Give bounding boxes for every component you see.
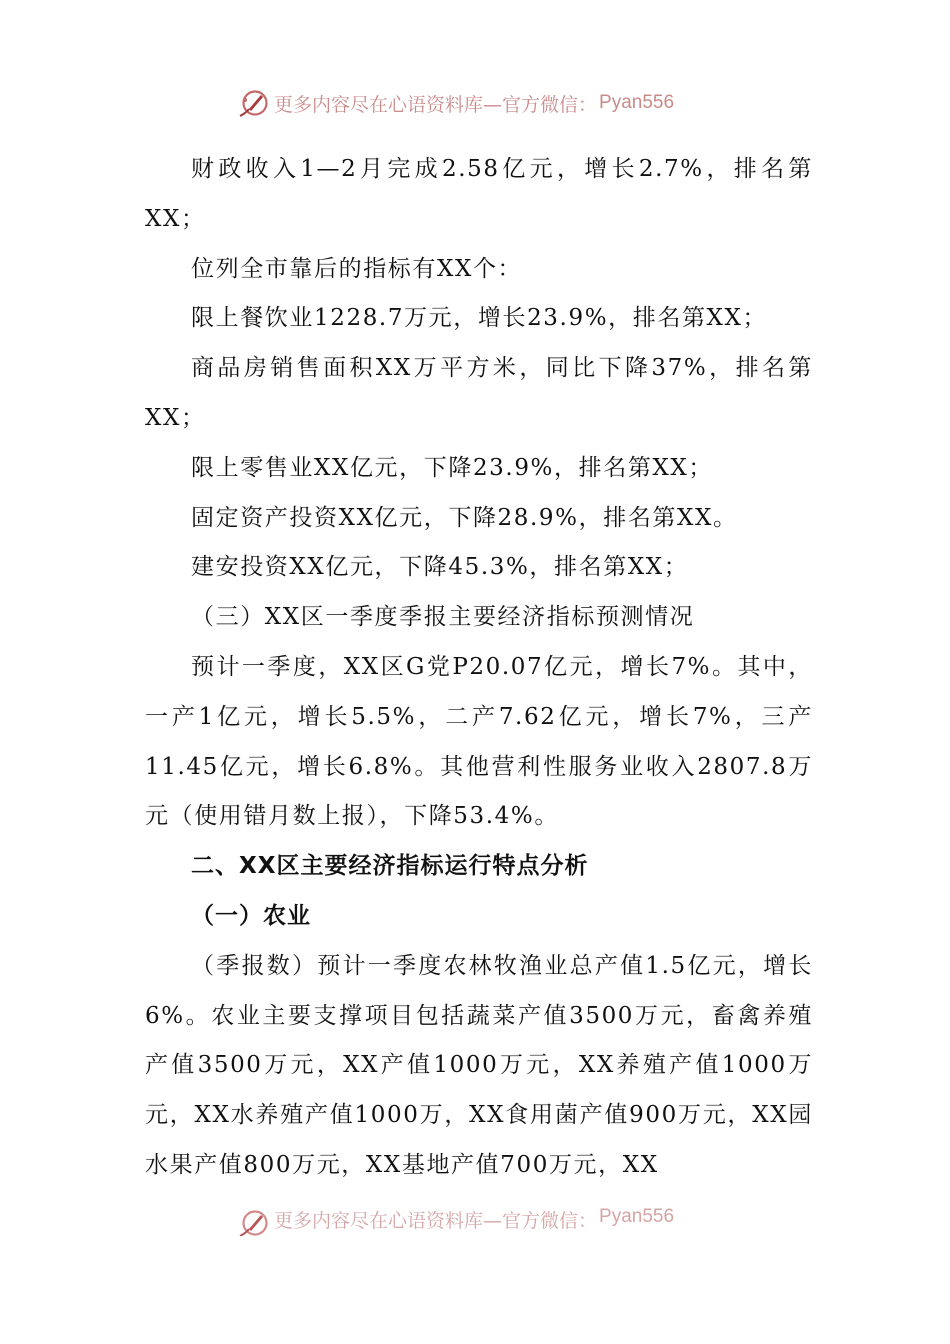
paragraph-construction-investment: 建安投资XX亿元，下降45.3%，排名第XX；: [191, 554, 689, 581]
paragraph-fiscal-revenue: 财政收入1—2月完成2.58亿元，增长2.7%，排名第XX；: [145, 156, 813, 232]
watermark-text: 更多内容尽在心语资料库—官方微信：: [274, 93, 598, 116]
watermark-wechat-id: Pyan556: [599, 92, 675, 113]
watermark-wechat-id: Pyan556: [599, 1206, 675, 1227]
paragraph-lagging-indicators: 位列全市靠后的指标有XX个：: [191, 255, 523, 282]
paragraph-housing-sales: 商品房销售面积XX万平方米，同比下降37%，排名第XX；: [145, 355, 813, 431]
watermark-footer: [236, 1206, 674, 1236]
paragraph-catering: 限上餐饮业1228.7万元，增长23.9%，排名第XX；: [191, 305, 768, 332]
watermark-header: [236, 85, 674, 121]
paragraph-agriculture-output: （季报数）预计一季度农林牧渔业总产值1.5亿元，增长6%。农业主要支撑项目包括蔬菜产值3500万元，畜禽养殖产值3500万元，XX产值1000万元，XX养殖产值1000万元，XX水养殖产值1000万，XX食用菌产值900万元，XX园水果产值800万元，XX基地产值700万元，XX: [145, 952, 813, 1178]
watermark-text: 更多内容尽在心语资料库—官方微信：: [274, 1210, 598, 1232]
pen-logo-icon: [236, 1206, 270, 1236]
subheading-q1-forecast: （三）XX区一季度季报主要经济指标预测情况: [191, 604, 695, 631]
pen-logo-icon: [236, 86, 270, 120]
paragraph-fixed-asset-investment: 固定资产投资XX亿元，下降28.9%，排名第XX。: [191, 504, 738, 531]
subheading-agriculture: （一）农业: [191, 902, 311, 929]
paragraph-retail: 限上零售业XX亿元，下降23.9%，排名第XX；: [191, 454, 713, 481]
section-heading-analysis: 二、XX区主要经济指标运行特点分析: [191, 853, 589, 880]
document-body: [145, 145, 813, 1191]
paragraph-q1-gdp-forecast: 预计一季度，XX区G党P20.07亿元，增长7%。其中，一产1亿元，增长5.5%，二产7.62亿元，增长7%，三产11.45亿元，增长6.8%。其他营利性服务业收入2807.8万元（使用错月数上报），下降53.4%。: [145, 653, 813, 830]
